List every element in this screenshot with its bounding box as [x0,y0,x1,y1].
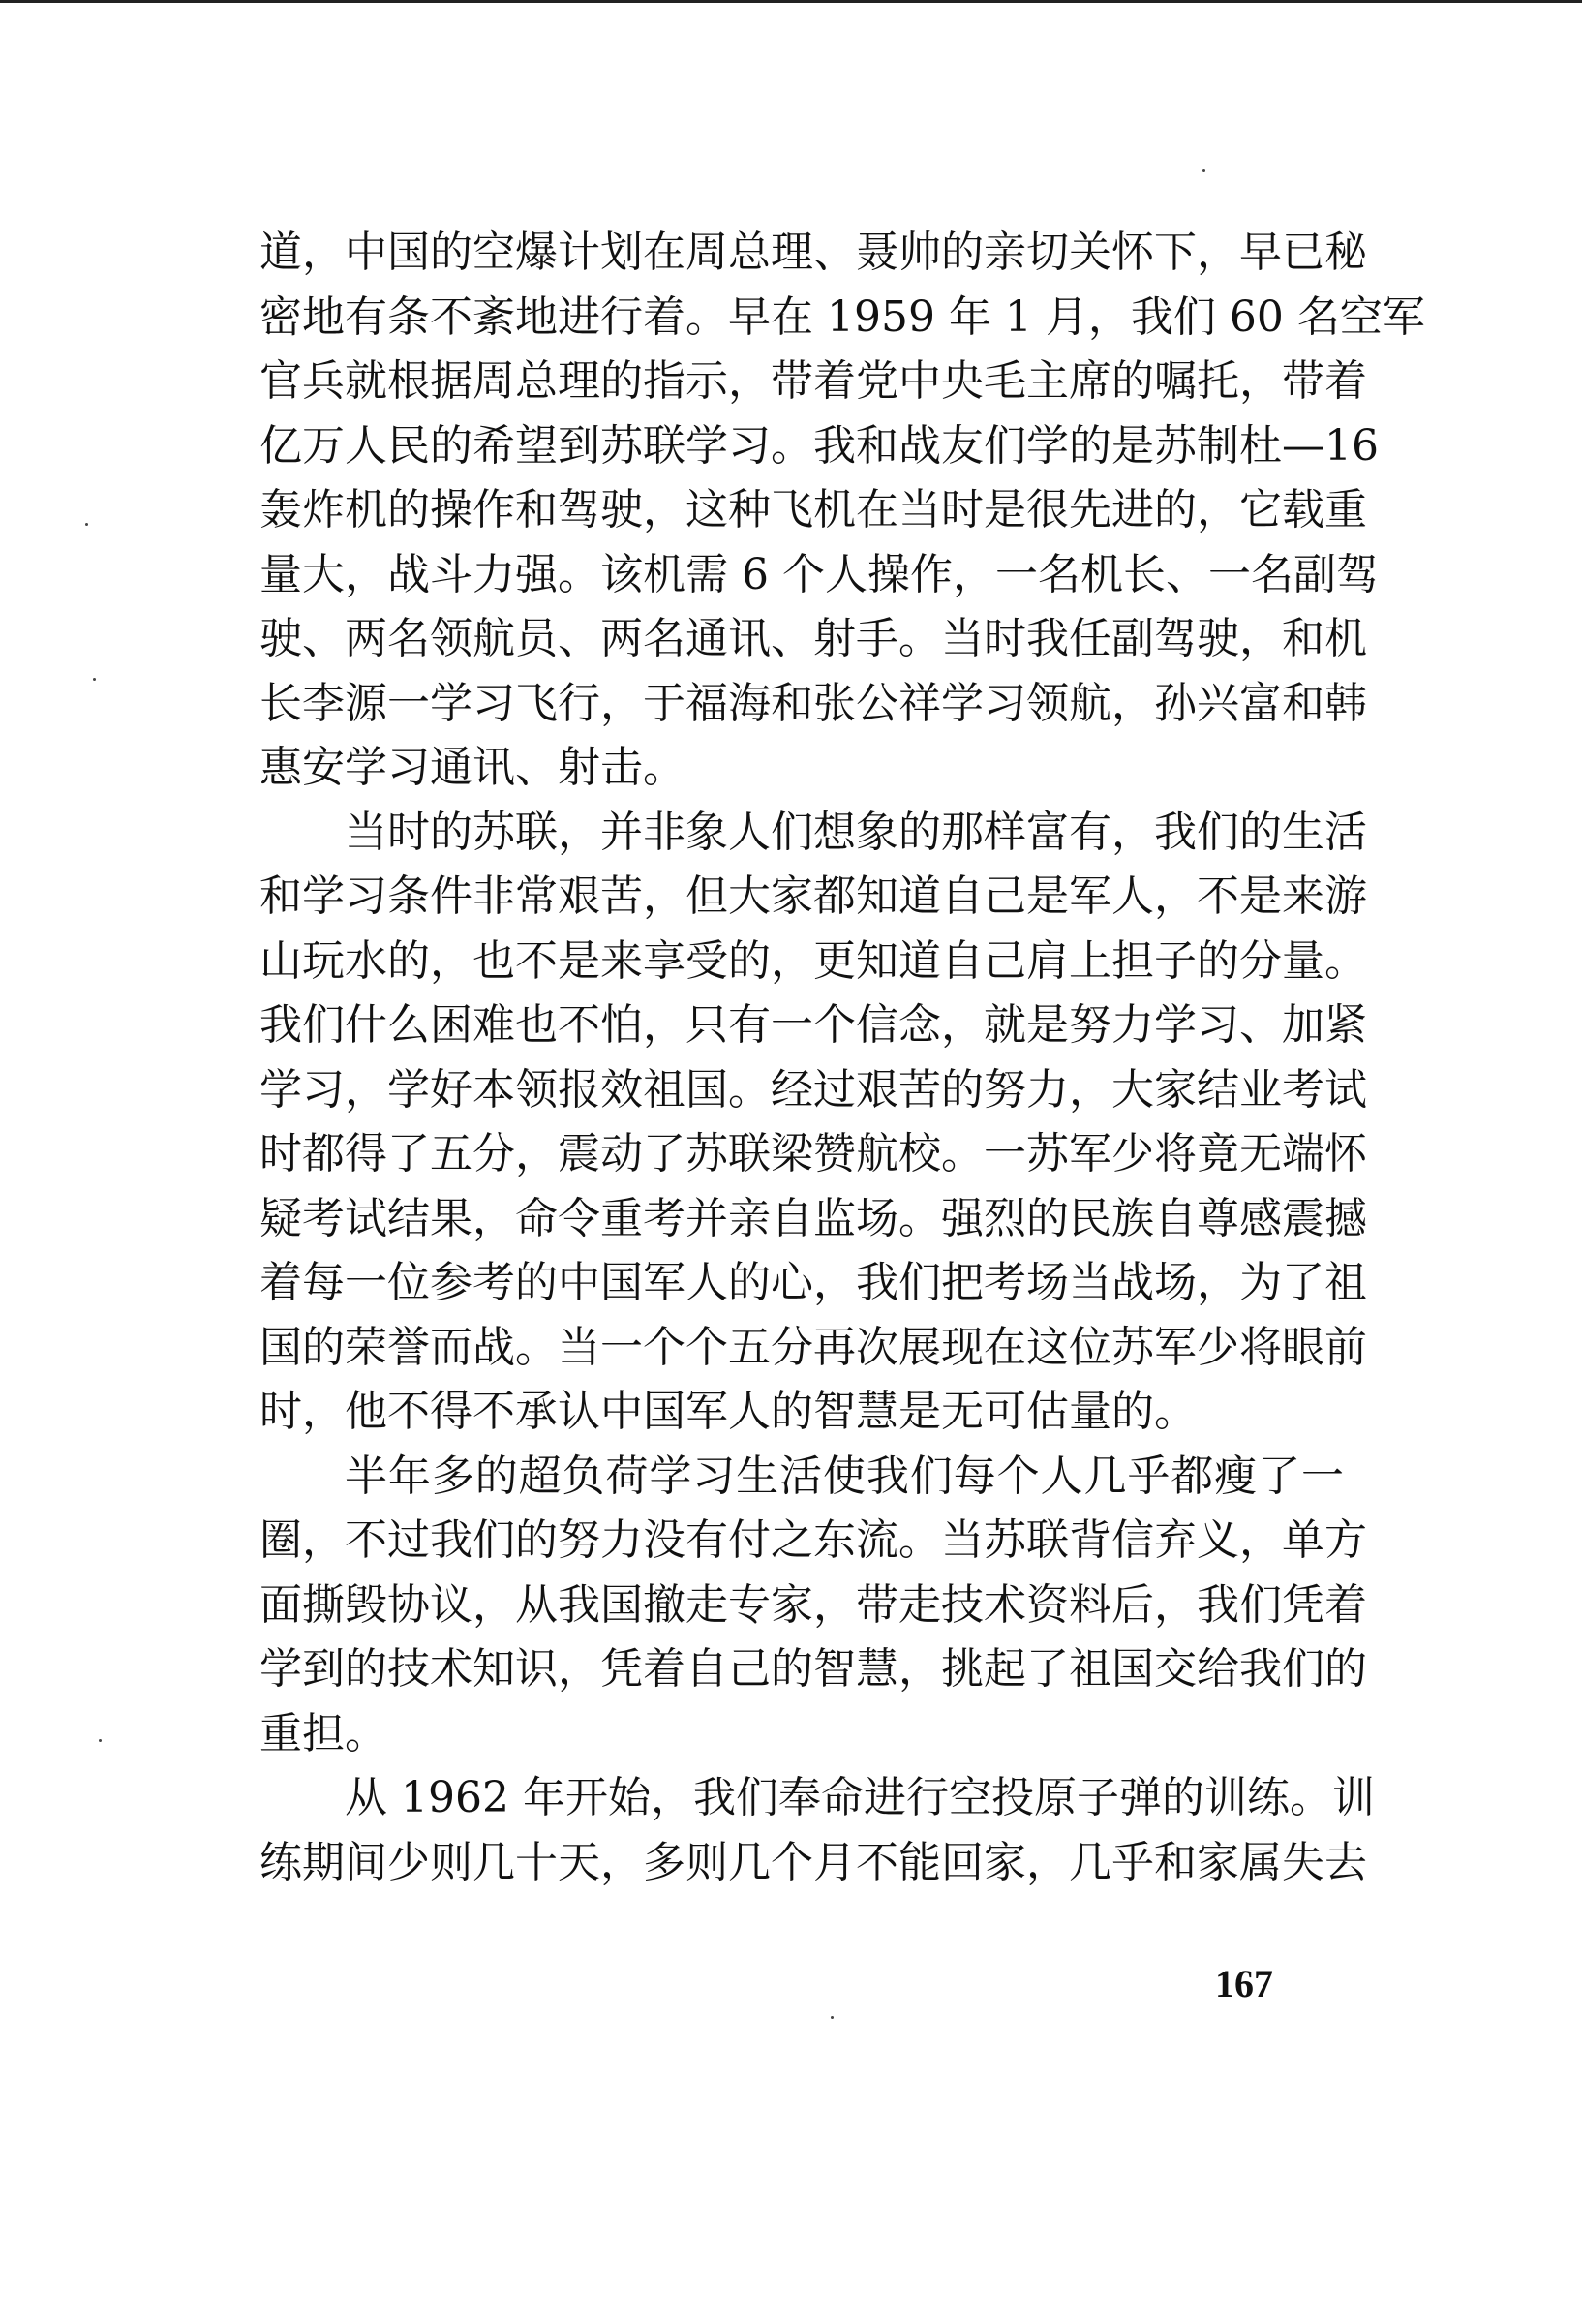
text-line: 从 1962 年开始，我们奉命进行空投原子弹的训练。训 [345,1773,1375,1822]
top-border-line [0,0,1582,3]
text-line: 时都得了五分，震动了苏联梁赞航校。一苏军少将竟无端怀 [259,1129,1367,1178]
text-line: 密地有条不紊地进行着。早在 1959 年 1 月，我们 60 名空军 [259,291,1425,342]
text-line: 惠安学习通讯、射击。 [259,743,685,792]
text-line: 时，他不得不承认中国军人的智慧是无可估量的。 [259,1387,1197,1436]
text-line: 山玩水的，也不是来享受的，更知道自己肩上担子的分量。 [259,935,1367,986]
scan-speck [93,678,96,681]
body-text [259,221,1425,1895]
scan-speck [1202,169,1205,172]
page-number: 167 [1215,1962,1273,2005]
text-line: 练期间少则几十天，多则几个月不能回家，几乎和家属失去 [259,1837,1367,1887]
text-line: 圈，不过我们的努力没有付之东流。当苏联背信弃义，单方 [259,1515,1367,1565]
text-line: 当时的苏联，并非象人们想象的那样富有，我们的生活 [345,807,1367,857]
scan-speck [99,1739,102,1742]
scan-speck [831,2016,834,2019]
text-line: 长李源一学习飞行，于福海和张公祥学习领航，孙兴富和韩 [259,678,1367,728]
text-line: 官兵就根据周总理的指示，带着党中央毛主席的嘱托，带着 [259,356,1367,406]
text-line: 疑考试结果，命令重考并亲自监场。强烈的民族自尊感震撼 [259,1193,1367,1243]
text-line: 学习，学好本领报效祖国。经过艰苦的努力，大家结业考试 [259,1064,1367,1115]
text-line: 道，中国的空爆计划在周总理、聂帅的亲切关怀下，早已秘 [259,228,1367,277]
text-line: 着每一位参考的中国军人的心，我们把考场当战场，为了祖 [259,1258,1367,1307]
text-line: 面撕毁协议，从我国撤走专家，带走技术资料后，我们凭着 [259,1579,1367,1630]
text-line: 重担。 [259,1708,387,1758]
text-line: 轰炸机的操作和驾驶，这种飞机在当时是很先进的，它载重 [259,485,1367,535]
text-line: 半年多的超负荷学习生活使我们每个人几乎都瘦了一 [345,1451,1344,1501]
text-line: 和学习条件非常艰苦，但大家都知道自己是军人，不是来游 [259,872,1367,921]
text-line: 我们什么困难也不怕，只有一个信念，就是努力学习、加紧 [259,1000,1367,1050]
scan-speck [85,523,88,526]
text-line: 学到的技术知识，凭着自己的智慧，挑起了祖国交给我们的 [259,1644,1367,1694]
text-line: 国的荣誉而战。当一个个五分再次展现在这位苏军少将眼前 [259,1322,1367,1372]
text-line: 量大，战斗力强。该机需 6 个人操作，一名机长、一名副驾 [259,549,1379,599]
text-line: 亿万人民的希望到苏联学习。我和战友们学的是苏制杜—16 [259,420,1379,471]
text-line: 驶、两名领航员、两名通讯、射手。当时我任副驾驶，和机 [259,614,1367,663]
